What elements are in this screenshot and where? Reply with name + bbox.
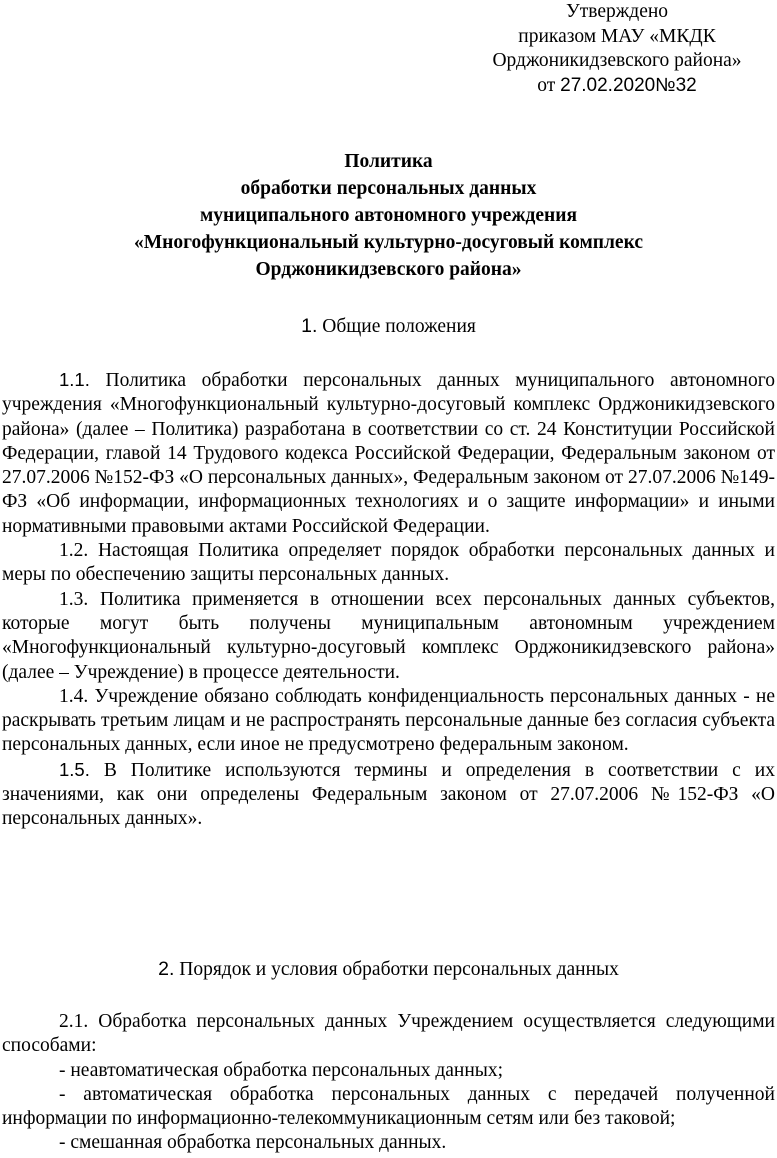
approval-date-number: 27.02.2020№32 (560, 74, 697, 96)
section-1-heading (2, 314, 775, 339)
title-line-2: обработки персональных данных (240, 178, 537, 199)
list-item: - смешанная обработка персональных данных. (59, 1132, 447, 1154)
section-2-heading (2, 957, 775, 982)
section-1-title: Общие положения (317, 316, 476, 337)
paragraph-1-4: 1.4. Учреждение обязано соблюдать конфиденциальность персональных данных - не раскрывать третьим лицам и не распространять персональные данные без согласия субъекта персональных данных, если иное не предусмотрено федеральным законом. (2, 685, 775, 756)
section-2-body (2, 1010, 775, 1156)
paragraph-1-5-number: 1.5. (59, 758, 90, 780)
paragraph-1-2: 1.2. Настоящая Политика определяет порядок обработки персональных данных и меры по обеспечению защиты персональных данных. (2, 540, 775, 586)
paragraph-2-1: 2.1. Обработка персональных данных Учреждением осуществляется следующими способами: (2, 1011, 775, 1057)
approval-line-3: Орджоникидзевского района» (492, 50, 742, 71)
paragraph-1-5-text: В Политике используются термины и определения в соответствии с их значениями, как они определены Федеральным законом от 27.07.2006 №152-ФЗ «О персональных данных». (2, 759, 775, 830)
approval-line-4 (442, 74, 777, 99)
title-line-5: Орджоникидзевского района» (255, 259, 522, 280)
title-line-3: муниципального автономного учреждения (199, 205, 578, 226)
approval-date-prefix: от (537, 74, 561, 96)
approval-stamp (442, 0, 777, 98)
paragraph-1-1-number: 1.1. (59, 369, 90, 390)
paragraph-1-5 (2, 758, 775, 832)
paragraph-1-1-text: Политика обработки персональных данных муниципального автономного учреждения «Многофункциональный культурно-досуговый комплекс Орджоникидзевского района» (далее – Политика) разработана в соответствии со ст. 24 Конституции Российской Федерации, главой 14 Трудового кодекса Российской Федерации, Федеральным законом от 27.07.2006 №152-ФЗ «О персональных данных», Федеральным законом от 27.07.2006 №149-ФЗ «Об информации, информационных технологиях и о защите информации» и иными нормативными правовыми актами Российской Федерации. (2, 370, 775, 537)
document-title (2, 148, 775, 283)
list-item: - неавтоматическая обработка персональных данных; (59, 1059, 504, 1081)
list-item: - автоматическая обработка персональных данных с передачей полученной информации по информационно-телекоммуникационным сетям или без таковой; (2, 1083, 775, 1130)
section-1-number: 1. (301, 315, 318, 337)
paragraph-1-1 (2, 368, 775, 539)
section-2-number: 2. (158, 958, 175, 980)
paragraph-1-3: 1.3. Политика применяется в отношении всех персональных данных субъектов, которые могут быть получены муниципальным автономным учреждением «Многофункциональный культурно-досуговый комплекс Орджоникидзевского района» (далее – Учреждение) в процессе деятельности. (2, 588, 775, 683)
section-2-title: Порядок и условия обработки персональных данных (174, 959, 619, 980)
approval-line-1: Утверждено (565, 1, 669, 22)
approval-line-2: приказом МАУ «МКДК (518, 25, 716, 47)
title-line-1: Политика (344, 151, 433, 172)
section-1-body (2, 368, 775, 832)
title-line-4: «Многофункциональный культурно-досуговый комплекс (134, 232, 643, 253)
